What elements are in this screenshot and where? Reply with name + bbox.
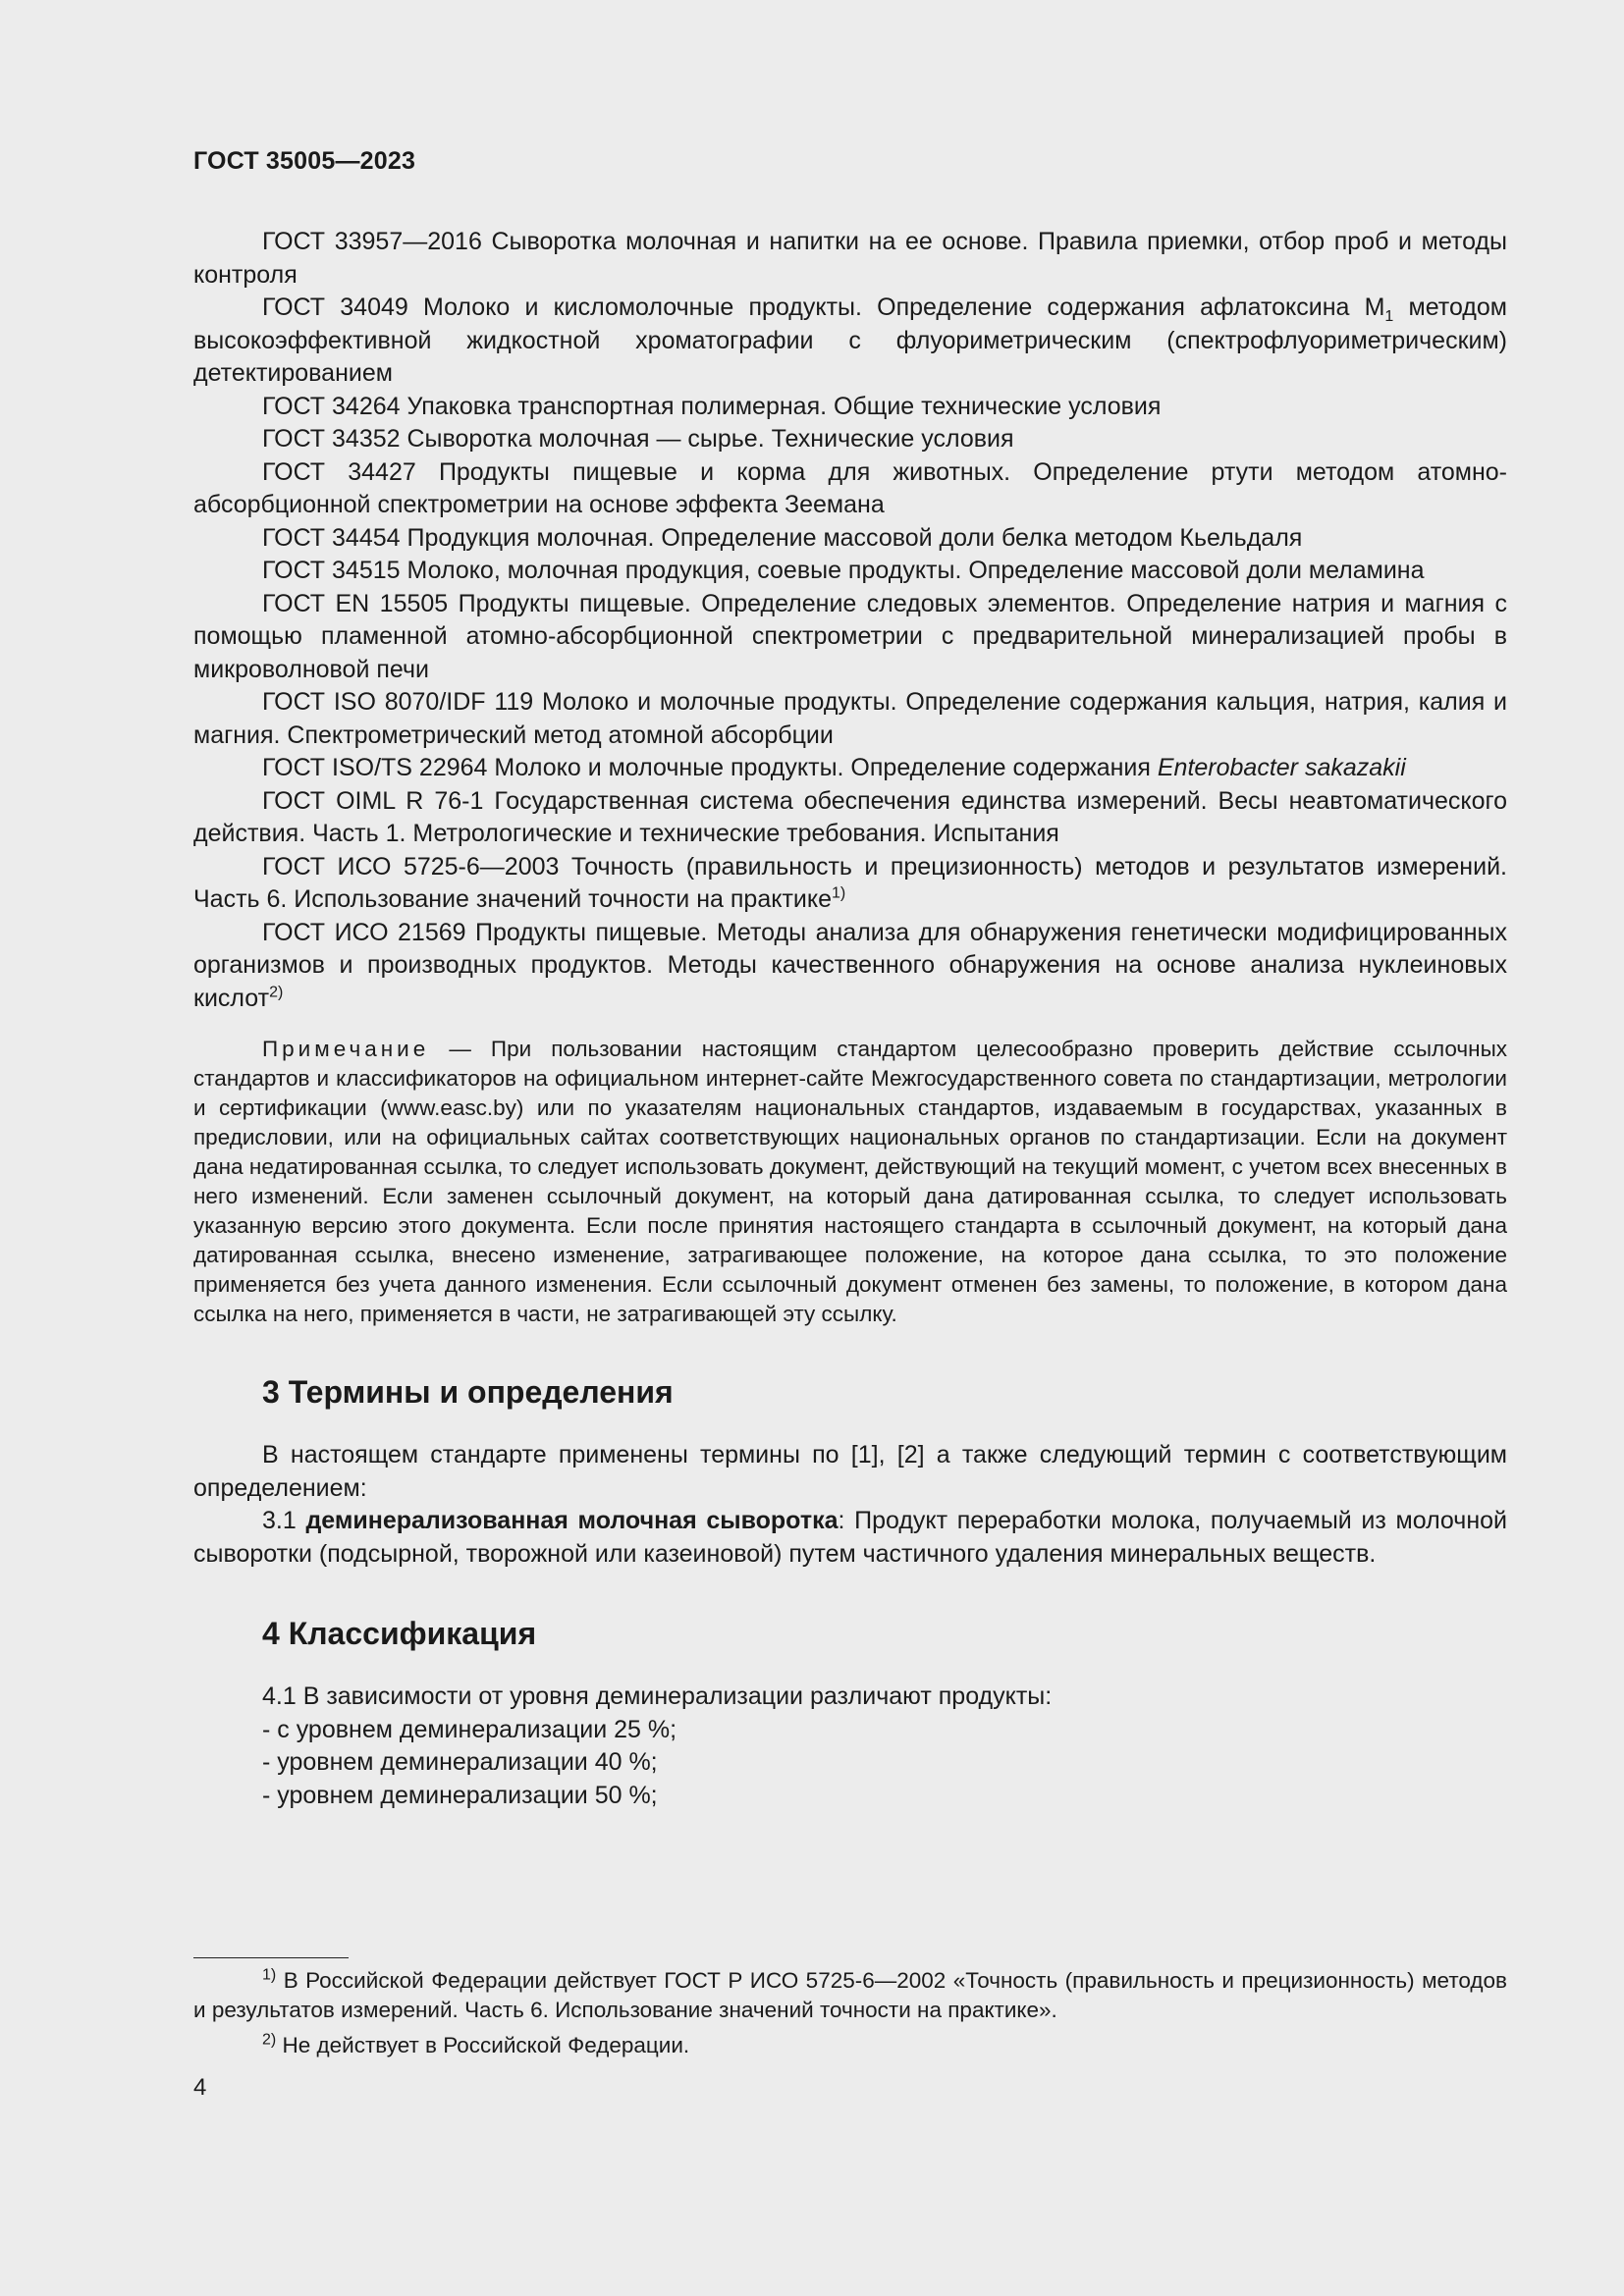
footnotes: [193, 1957, 1507, 2066]
main-content: [193, 226, 1507, 1812]
reference-item: ГОСТ 34454 Продукция молочная. Определение массовой доли белка методом Кьельдаля: [262, 523, 1303, 552]
page-header-standard-id: ГОСТ 35005—2023: [193, 147, 416, 175]
reference-item: ГОСТ 34352 Сыворотка молочная — сырье. Технические условия: [262, 425, 1014, 453]
normative-references-list: [193, 226, 1507, 1015]
reference-item: ГОСТ ISO 8070/IDF 119 Молоко и молочные продукты. Определение содержания кальция, натрия, калия и магния. Спектрометрический метод атомной абсорбции: [193, 688, 1507, 749]
footnote-mark: 2): [269, 984, 284, 1001]
reference-item: ГОСТ ИСО 5725-6—2003 Точность (правильность и прецизионность) методов и результатов измерений. Часть 6. Использование значений точности на практике$^{1)}$: [193, 852, 1507, 913]
note-label: Примечание: [262, 1037, 430, 1061]
reference-item: ГОСТ 34427 Продукты пищевые и корма для животных. Определение ртути методом атомно-абсорбционной спектрометрии на основе эффекта Зеемана: [193, 457, 1507, 518]
reference-item: ГОСТ OIML R 76-1 Государственная система обеспечения единства измерений. Весы неавтоматического действия. Часть 1. Метрологические и технические требования. Испытания: [193, 786, 1507, 847]
reference-item: ГОСТ 33957—2016 Сыворотка молочная и напитки на ее основе. Правила приемки, отбор проб и методы контроля: [193, 228, 1507, 289]
footnote-item: $^{2)}$ Не действует в Российской Федерации.: [262, 2031, 690, 2057]
section-3-intro: В настоящем стандарте применены термины по [1], [2] а также следующий термин с соответствующим определением:: [193, 1441, 1507, 1502]
reference-item: ГОСТ 34264 Упаковка транспортная полимерная. Общие технические условия: [262, 392, 1162, 420]
footnote-item: $^{1)}$ В Российской Федерации действует ГОСТ Р ИСО 5725-6—2002 «Точность (правильность и прецизионность) методов и результатов измерений. Часть 6. Использование значений точности на практике».: [193, 1966, 1507, 2022]
footnote-mark: 1): [831, 884, 846, 902]
reference-item: ГОСТ 34515 Молоко, молочная продукция, соевые продукты. Определение массовой доли меламина: [262, 557, 1425, 584]
footnote-divider: [193, 1957, 349, 1958]
note-paragraph: Примечание — При пользовании настоящим стандартом целесообразно проверить действие ссылочных стандартов и классификаторов на официальном интернет-сайте Межгосударственного совета по стандартизации, метрологии и сертификации (www.easc.by) или по указателям национальных стандартов, издаваемым в государствах, указанных в предисловии, или на официальных сайтах соответствующих национальных органов по стандартизации. Если на документ дана недатированная ссылка, то следует использовать документ, действующий на текущий момент, с учетом всех внесенных в него изменений. Если заменен ссылочный документ, на который дана датированная ссылка, то следует использовать указанную версию этого документа. Если после принятия настоящего стандарта в ссылочный документ, на который дана датированная ссылка, внесено изменение, затрагивающее положение, на которое дана ссылка, то это положение применяется без учета данного изменения. Если ссылочный документ отменен без замены, то положение, в котором дана ссылка на него, применяется в части, не затрагивающей эту ссылку.: [193, 1037, 1507, 1326]
term-definition: 3.1 деминерализованная молочная сыворотка: Продукт переработки молока, получаемый из молочной сыворотки (подсырной, творожной или казеиновой) путем частичного удаления минеральных веществ.: [193, 1507, 1507, 1568]
reference-item: ГОСТ 34049 Молоко и кисломолочные продукты. Определение содержания афлатоксина $M_1$ методом высокоэффективной жидкостной хроматографии с флуориметрическим (спектрофлуориметрическим) детектированием: [193, 294, 1507, 387]
list-item: - уровнем деминерализации 50 %;: [262, 1781, 658, 1809]
list-item: - с уровнем деминерализации 25 %;: [262, 1715, 677, 1743]
list-item: - уровнем деминерализации 40 %;: [262, 1748, 658, 1776]
reference-item: ГОСТ EN 15505 Продукты пищевые. Определение следовых элементов. Определение натрия и магния с помощью пламенной атомно-абсорбционной спектрометрии с предварительной минерализацией пробы в микроволновой печи: [193, 589, 1507, 683]
reference-item: ГОСТ ИСО 21569 Продукты пищевые. Методы анализа для обнаружения генетически модифицированных организмов и производных продуктов. Методы качественного обнаружения на основе анализа нуклеиновых кислот$^{2)}$: [193, 918, 1507, 1012]
page-number: 4: [193, 2074, 207, 2101]
term-name: деминерализованная молочная сыворотка: [305, 1507, 839, 1534]
section-4-intro: 4.1 В зависимости от уровня деминерализации различают продукты:: [262, 1682, 1053, 1710]
section-4-title: 4 Классификация: [262, 1616, 537, 1651]
section-3-title: 3 Термины и определения: [262, 1374, 674, 1410]
reference-item: ГОСТ ISO/TS 22964 Молоко и молочные продукты. Определение содержания Enterobacter sakazakii: [262, 754, 1406, 781]
